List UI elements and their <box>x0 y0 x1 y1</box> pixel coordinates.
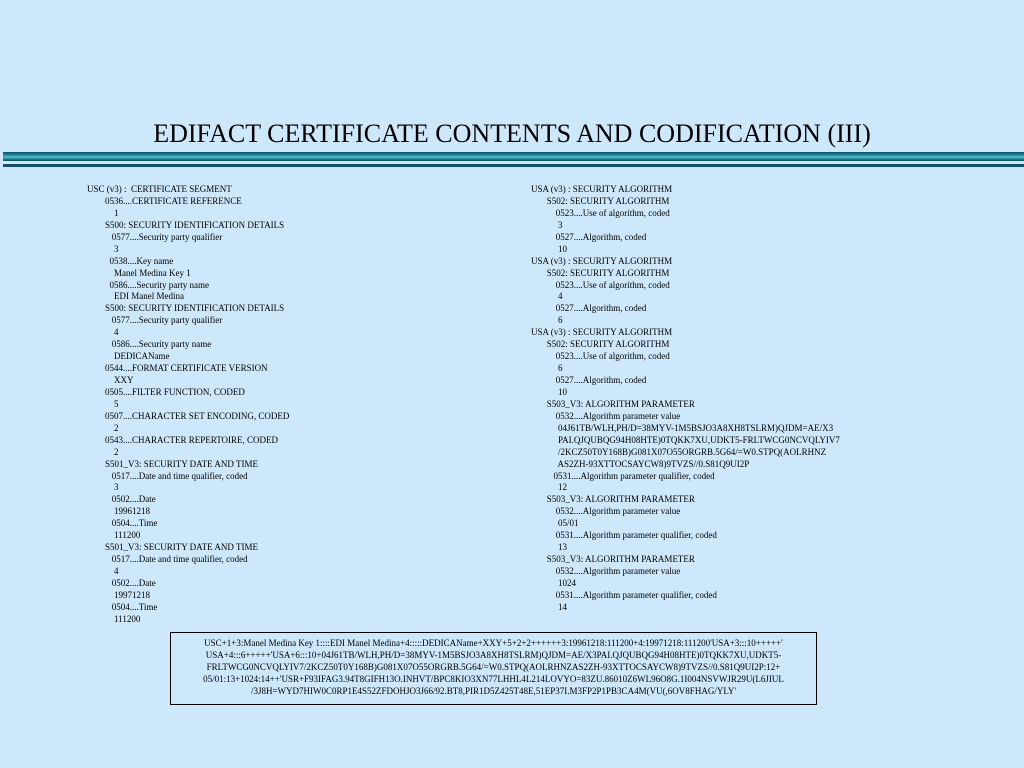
edi-message-line: USC+1+3:Manel Medina Key 1::::EDI Manel Medina+4:::::DEDICAName+XXY+5+2+2++++++3:19961218:111200+4:19971218:111200'USA+3:::10+++++' <box>204 638 783 648</box>
segment-line: 0531....Algorithm parameter qualifier, coded <box>531 530 717 541</box>
segment-line: 0532....Algorithm parameter value <box>531 410 681 421</box>
segment-line: 14 <box>531 601 567 612</box>
segment-line: DEDICAName <box>87 351 170 362</box>
segment-line: 04J61TB/WLH,PH/D=38MYV-1M5BSJO3A8XH8TSLRM)QJDM=AE/X3 <box>531 422 834 433</box>
segment-line: USA (v3) : SECURITY ALGORITHM <box>531 184 673 194</box>
segment-line: 0531....Algorithm parameter qualifier, coded <box>531 589 717 600</box>
segment-line: 0502....Date <box>87 577 156 588</box>
segment-line: 10 <box>531 386 567 397</box>
segment-line: 1024 <box>531 577 576 588</box>
segment-line: S501_V3: SECURITY DATE AND TIME <box>87 458 259 469</box>
segment-line: 5 <box>87 398 119 409</box>
segment-line: 0536....CERTIFICATE REFERENCE <box>87 195 242 206</box>
segment-line: 4 <box>87 566 119 576</box>
segment-line: S500: SECURITY IDENTIFICATION DETAILS <box>87 219 285 230</box>
segment-line: 111200 <box>87 613 141 624</box>
segment-line: 19961218 <box>87 506 150 517</box>
segment-line: 1 <box>87 207 119 218</box>
segment-line: 05/01 <box>531 518 579 529</box>
segment-line: 0577....Security party qualifier <box>87 315 223 326</box>
segment-line: 3 <box>87 482 119 493</box>
segment-line: S502: SECURITY ALGORITHM <box>531 267 670 278</box>
security-algorithm-column <box>531 184 840 614</box>
segment-line: USA (v3) : SECURITY ALGORITHM <box>531 327 673 338</box>
segment-line: /2KCZ50T0Y168B)G081X07O55ORGRB.5G64/=W0.STPQ(AOLRHNZ <box>531 446 827 457</box>
edi-message-line: USA+4:::6+++++'USA+6:::10+04J61TB/WLH,PH/D=38MYV-1M5BSJO3A8XH8TSLRM)QJDM=AE/X3PAI.QJQUBQG94H08HTE)0TQKK7XU,UDKT5- <box>205 650 782 660</box>
segment-line: 0507....CHARACTER SET ENCODING, CODED <box>87 410 290 421</box>
segment-line: S503_V3: ALGORITHM PARAMETER <box>531 554 695 565</box>
title-divider-thin <box>3 164 1024 167</box>
certificate-segment-column <box>87 184 289 626</box>
segment-line: 0544....FORMAT CERTIFICATE VERSION <box>87 363 268 374</box>
segment-line: 0577....Security party qualifier <box>87 231 223 242</box>
edi-message-line: FRLTWCG0NCVQLYIV7/2KCZ50T0Y168B)G081X07O55ORGRB.5G64/=W0.STPQ(AOLRHNZAS2ZH-93XTTOCSAYCW8)9TVZS//0.S81Q9UI2P:12+ <box>206 662 781 672</box>
segment-line: 2 <box>87 422 119 433</box>
segment-line: S503_V3: ALGORITHM PARAMETER <box>531 398 695 409</box>
page-title: EDIFACT CERTIFICATE CONTENTS AND CODIFICATION (III) <box>153 119 871 148</box>
segment-line: 6 <box>531 363 563 374</box>
segment-line: 12 <box>531 482 567 493</box>
segment-line: 0586....Security party name <box>87 279 209 290</box>
segment-line: 0527....Algorithm, coded <box>531 231 647 242</box>
segment-line: 0532....Algorithm parameter value <box>531 506 681 517</box>
segment-line: 4 <box>531 291 563 302</box>
segment-line: XXY <box>87 375 134 385</box>
segment-line: 2 <box>87 446 119 457</box>
segment-line: 3 <box>531 219 563 230</box>
segment-line: 0523....Use of algorithm, coded <box>531 279 670 290</box>
segment-line: USC (v3) : CERTIFICATE SEGMENT <box>87 184 232 194</box>
segment-line: 13 <box>531 542 567 553</box>
title-divider-thick <box>3 152 1024 161</box>
segment-line: 6 <box>531 315 563 326</box>
segment-line: 0523....Use of algorithm, coded <box>531 351 670 362</box>
segment-line: 0532....Algorithm parameter value <box>531 566 681 576</box>
segment-line: 0586....Security party name <box>87 339 212 350</box>
segment-line: 0543....CHARACTER REPERTOIRE, CODED <box>87 434 279 445</box>
segment-line: 0538....Key name <box>87 255 174 266</box>
segment-line: 0523....Use of algorithm, coded <box>531 207 670 218</box>
segment-line: 0517....Date and time qualifier, coded <box>87 470 248 481</box>
segment-line: 0517....Date and time qualifier, coded <box>87 554 248 565</box>
segment-line: 4 <box>87 327 119 338</box>
segment-line: S501_V3: SECURITY DATE AND TIME <box>87 542 259 553</box>
segment-line: 0504....Time <box>87 601 158 612</box>
segment-line: 3 <box>87 243 119 254</box>
segment-line: 0505....FILTER FUNCTION, CODED <box>87 386 245 397</box>
segment-line: 0527....Algorithm, coded <box>531 303 647 314</box>
segment-line: AS2ZH-93XTTOCSAYCW8)9TVZS//0.S81Q9UI2P <box>531 458 750 469</box>
segment-line: 19971218 <box>87 589 150 600</box>
segment-line: S503_V3: ALGORITHM PARAMETER <box>531 494 695 505</box>
segment-line: 111200 <box>87 530 141 541</box>
edi-message-box <box>170 632 817 705</box>
segment-line: PAI.QJQUBQG94H08HTE)0TQKK7XU,UDKT5-FRLTWCG0NCVQLYIV7 <box>531 434 840 445</box>
segment-line: 0502....Date <box>87 494 156 505</box>
segment-line: 10 <box>531 243 567 254</box>
segment-line: S502: SECURITY ALGORITHM <box>531 195 670 206</box>
segment-line: Manel Medina Key 1 <box>87 267 191 278</box>
segment-line: 0527....Algorithm, coded <box>531 375 647 385</box>
segment-line: USA (v3) : SECURITY ALGORITHM <box>531 255 673 266</box>
segment-line: S502: SECURITY ALGORITHM <box>531 339 670 350</box>
segment-line: 0531....Algorithm parameter qualifier, coded <box>531 470 715 481</box>
edi-message-line: /3J8H=WYD7HIW0C0RP1E4S52ZFDOHJO3J66/92.BT8,PIR1D5Z425T48E,51EP37I.M3FP2P1PB3CA4M(VU(,6OV8FHAG/YLY' <box>250 686 737 696</box>
segment-line: EDI Manel Medina <box>87 291 184 302</box>
edi-message-line: 05/01:13+1024:14++'USR+F93IFAG3.94T8GIFH13O.INHVT/BPC8KIO3XN77LHHL4L214LOVYO=83ZU.86010Z6WL96O8G.1I004NSVWJR29U(L6JIUL <box>203 674 784 684</box>
segment-line: S500: SECURITY IDENTIFICATION DETAILS <box>87 303 285 314</box>
segment-line: 0504....Time <box>87 518 158 529</box>
